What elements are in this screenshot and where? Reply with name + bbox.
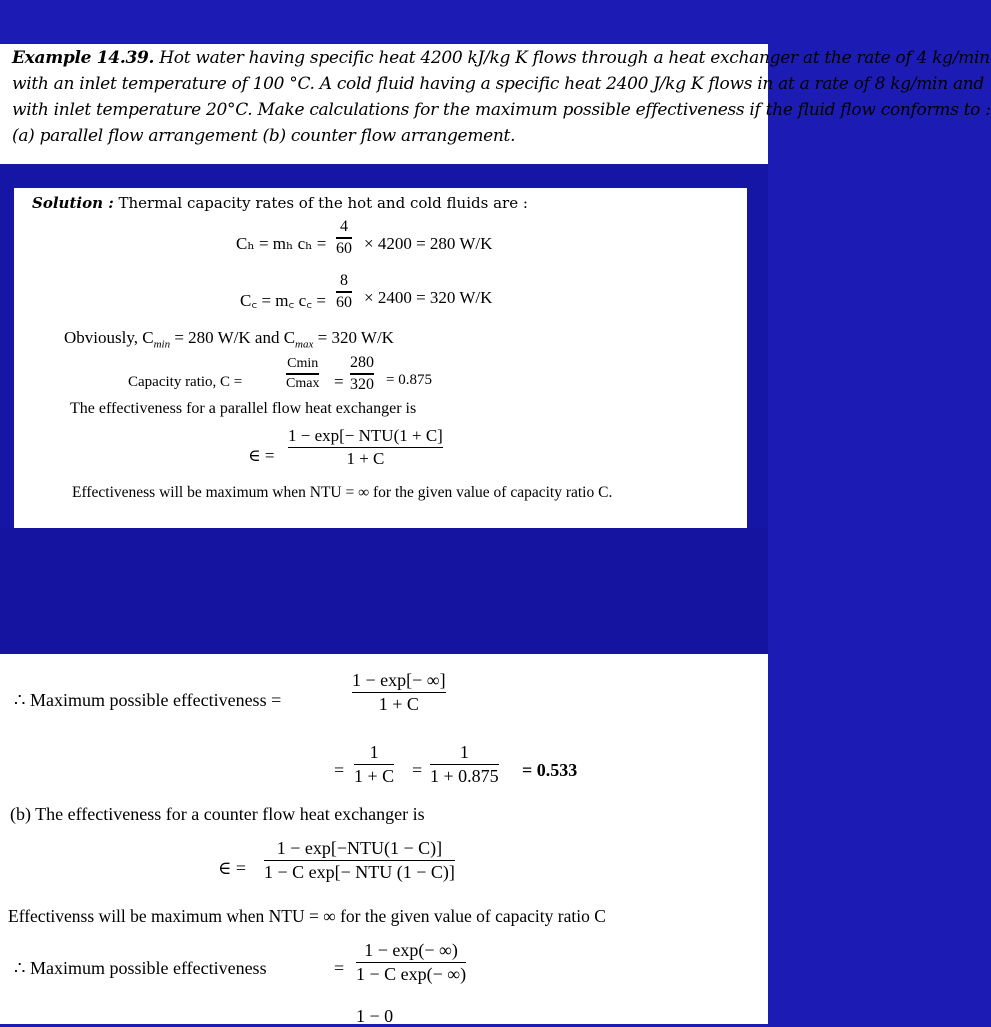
example-block	[0, 44, 991, 164]
capacity-ratio-values: 280 320	[350, 354, 374, 393]
ch-rhs: × 4200 = 280 W/K	[364, 234, 493, 253]
counter-flow-text: (b) The effectiveness for a counter flow heat exchanger is	[10, 804, 425, 824]
example-line-2: with an inlet temperature of 100 °C. A cold fluid having a specific heat 2400 J/kg K flows in at a rate of 8 kg/min and	[12, 74, 985, 94]
top-band	[0, 0, 768, 44]
cmin-cmax-line: Obviously, $C_{min} = 280$ W/K and $C_{max} = 320$ W/K	[64, 328, 394, 351]
cc-fraction: 8 60	[336, 272, 352, 311]
parallel-flow-text: The effectiveness for a parallel flow heat exchanger is	[70, 400, 417, 417]
step2-value: = 0.533	[522, 760, 578, 780]
cut-off-numerator: 1 − 0	[356, 1006, 394, 1026]
capacity-ratio-lhs: Capacity ratio, C =	[128, 374, 243, 390]
max-effectiveness-label: ∴ Maximum possible effectiveness =	[14, 690, 282, 710]
counter-max-effectiveness-label: ∴ Maximum possible effectiveness	[14, 958, 267, 978]
solution-intro: Solution : Thermal capacity rates of the hot and cold fluids are :	[32, 194, 528, 212]
counter-max-text: Effectivenss will be maximum when NTU = ∞ for the given value of capacity ratio C	[8, 906, 606, 926]
example-line-3: with inlet temperature 20°C. Make calculations for the maximum possible effectiveness if the fluid flow conforms to :	[12, 100, 991, 120]
step2-fraction-1: 1 1 + C	[354, 742, 395, 787]
ch-lhs: Cₕ = mₕ cₕ =	[236, 234, 327, 253]
effectiveness-fraction: 1 − exp[− NTU(1 + C] 1 + C	[288, 426, 443, 469]
lower-band	[0, 528, 768, 654]
example-line-4: (a) parallel flow arrangement (b) counter flow arrangement.	[12, 126, 516, 146]
max-effectiveness-text: Effectiveness will be maximum when NTU = ∞ for the given value of capacity ratio C.	[72, 484, 613, 501]
counter-effectiveness-fraction: 1 − exp[−NTU(1 − C)] 1 − C exp[− NTU (1 − C)]	[264, 838, 455, 883]
capacity-ratio-value: = 0.875	[386, 372, 432, 388]
cc-lhs: C꜀ = m꜀ c꜀ =	[240, 291, 326, 310]
cc-rhs: × 2400 = 320 W/K	[364, 288, 493, 307]
effectiveness-lhs: ∈ =	[248, 446, 275, 465]
solution-block: Solution : Thermal capacity rates of the hot and cold fluids are : Cₕ = mₕ cₕ = 4 60 × 4200 = 280 W/K C꜀ = m꜀ c꜀ = 8 60 × 2400 = 320 W/K Obviously, $C_{min} = 280$ W/K and $C_{max} = 320$ W/K Capacity ratio, C = Cmin Cmax = 280 320 = 0.875 The effectiveness for a parallel flow heat exchanger is ∈ = 1 − exp[− NTU(1 + C] 1 + C Effectiveness will be maximum when NTU = ∞ for the given value of capacity ratio C.	[14, 188, 747, 528]
max-effectiveness-fraction: 1 − exp[− ∞] 1 + C	[352, 670, 446, 715]
step2-fraction-2: 1 1 + 0.875	[430, 742, 499, 787]
example-line-1: Example 14.39. Hot water having specific heat 4200 kJ/kg K flows through a heat exchanger at the rate of 4 kg/min	[12, 48, 990, 68]
counter-effectiveness-lhs: ∈ =	[218, 858, 246, 878]
capacity-ratio-fraction: Cmin Cmax	[286, 356, 320, 391]
lower-page: ∴ Maximum possible effectiveness = 1 − exp[− ∞] 1 + C = 1 1 + C = 1 1 + 0.875 = 0.533 (b) The effectiveness for a counter flow heat exchanger is ∈ = 1 − exp[−NTU(1 − C)] 1 − C exp[− NTU (1 − C)] Effectivenss will be maximum when NTU = ∞ for the given value of capacity ratio C ∴ Maximum possible effectiveness = 1 − exp(− ∞) 1 − C exp(− ∞) 1 − 0	[0, 654, 768, 1024]
counter-max-effectiveness-fraction: 1 − exp(− ∞) 1 − C exp(− ∞)	[356, 940, 467, 985]
ch-fraction: 4 60	[336, 218, 352, 257]
